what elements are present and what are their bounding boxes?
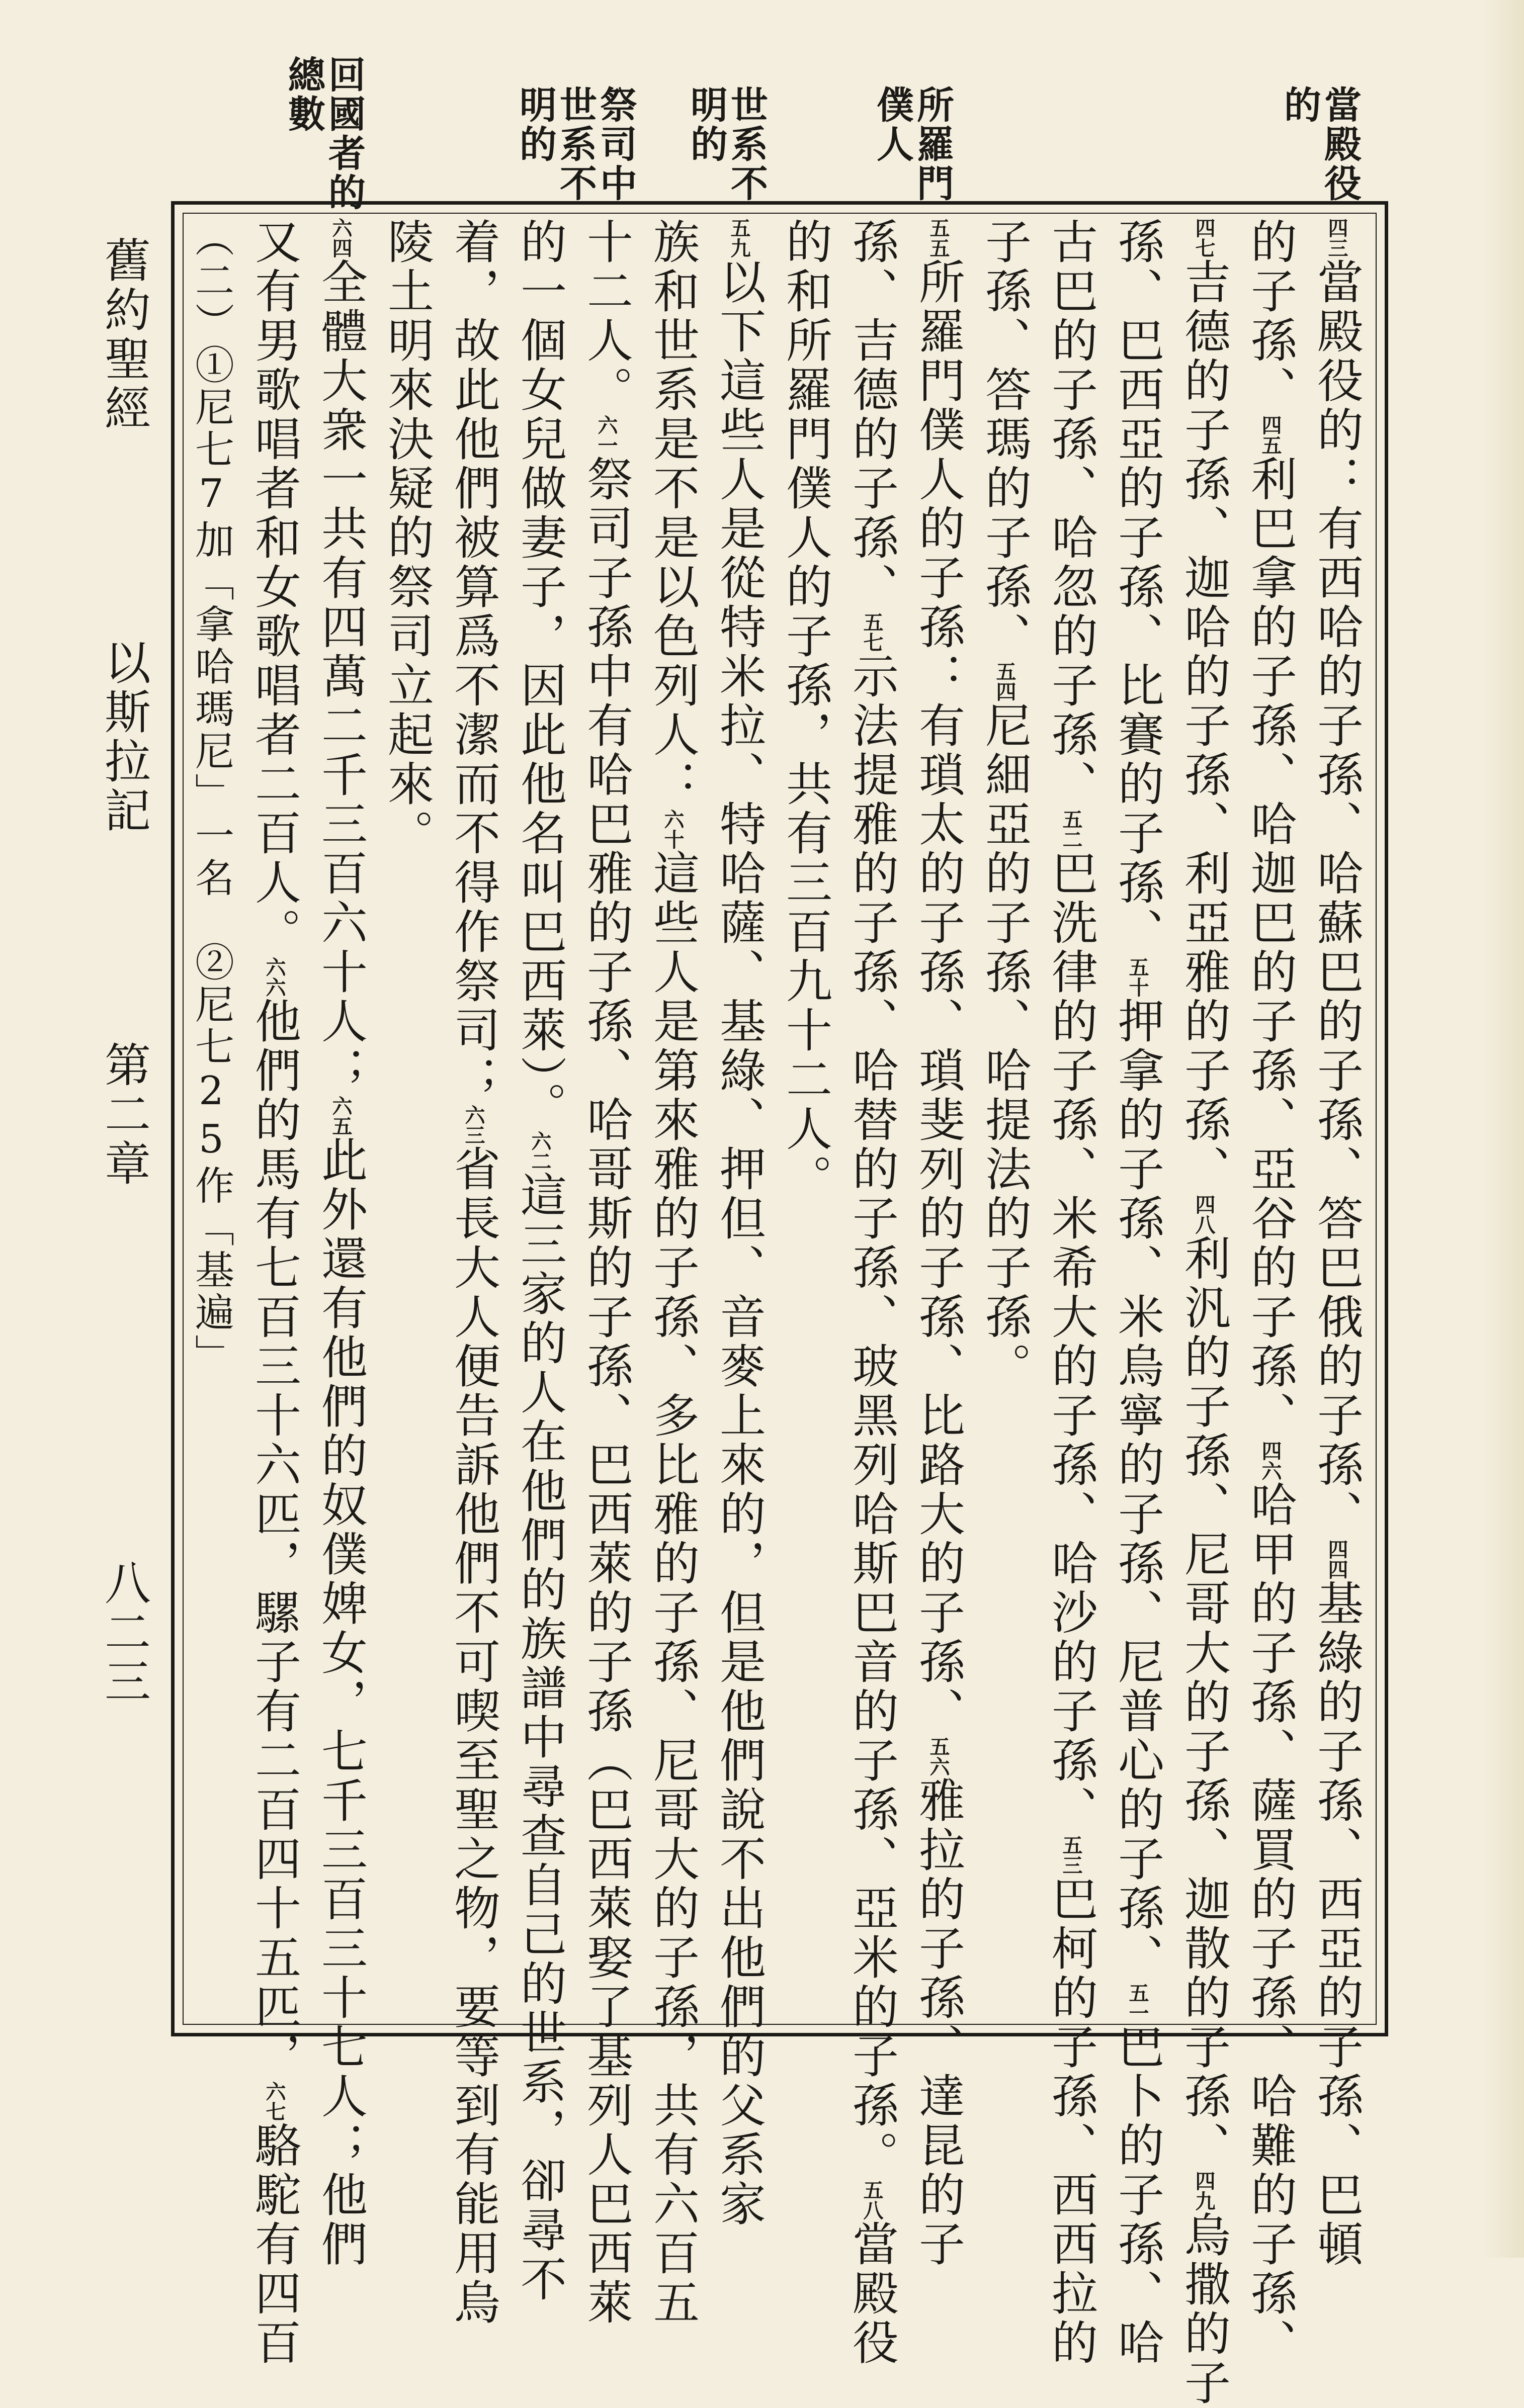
verse-text: 基綠的子孫、西亞的子孫、巴頓	[1310, 1579, 1364, 2269]
verse-number: 五七	[860, 612, 884, 652]
margin-note-line: 回國者的	[322, 55, 366, 212]
margin-note	[724, 85, 769, 203]
verse-number: 四五	[1258, 415, 1282, 455]
text-line	[1303, 218, 1370, 2269]
verse-number: 四七	[1192, 218, 1216, 258]
margin-note	[684, 85, 728, 164]
text-line	[440, 218, 506, 2328]
verse-text: 此外還有他們的奴僕婢女，七千三百三十七人；他們	[314, 1136, 368, 2269]
verse-number: 六五	[329, 1096, 353, 1136]
verse-number: 四九	[1192, 2171, 1216, 2211]
verse-text: 示法提雅的子孫、哈替的子孫、玻黑列哈斯巴音的子孫、亞米的子孫。	[845, 652, 899, 2180]
margin-note-line: 僕人	[871, 85, 914, 164]
verse-text: 全體大衆一共有四萬二千三百六十人；	[314, 258, 368, 1096]
margin-note	[322, 55, 366, 212]
text-line	[374, 218, 440, 2020]
verse-text: 押拿的子孫、米烏寧的子孫、尼普心的子孫、	[1111, 997, 1164, 1983]
text-line	[971, 218, 1038, 2020]
verse-number: 六六	[263, 957, 286, 997]
running-head-book: 舊約聖經	[97, 236, 151, 433]
verse-number: 五五	[926, 218, 950, 258]
text-line	[905, 218, 971, 2269]
margin-note	[870, 85, 914, 164]
verse-number: 四三	[1325, 218, 1348, 258]
verse-text: 雅拉的子孫、達昆的子	[911, 1776, 965, 2269]
verse-number: 五三	[1059, 1835, 1083, 1875]
verse-number: 五六	[926, 1736, 950, 1776]
running-head-section: 以斯拉記	[97, 639, 151, 836]
text-line	[639, 218, 706, 2328]
verse-number: 六二	[528, 1131, 552, 1171]
verse-text: 的子孫、	[1243, 218, 1297, 415]
margin-note	[1318, 85, 1362, 203]
margin-note-line: 明的	[685, 85, 728, 164]
footnote: （二）①尼七7加「拿哈瑪尼」一名 ②尼七25作「基遍」	[189, 218, 234, 1376]
margin-note	[553, 85, 598, 203]
text-line	[307, 218, 374, 2269]
text-line	[838, 218, 905, 2368]
margin-note	[1278, 85, 1322, 125]
verse-text: 陵土明來決疑的祭司立起來。	[380, 218, 434, 858]
verse-number: 六三	[462, 1105, 485, 1145]
running-head-chapter: 第二章	[97, 1041, 151, 1189]
verse-text: 當殿役的：有西哈的子孫、哈蘇巴的子孫、答巴俄的子孫、	[1310, 258, 1364, 1539]
text-line	[506, 218, 573, 2304]
verse-text: 利巴拿的子孫、哈迦巴的子孫、亞谷的子孫、	[1243, 455, 1297, 1441]
verse-number: 六一	[595, 415, 618, 455]
verse-text: 着，故此他們被算爲不潔而不得作祭司；	[447, 218, 500, 1105]
verse-text: 省長大人便告訴他們不可喫至聖之物，要等到有能用烏	[447, 1145, 500, 2328]
text-line	[1104, 218, 1170, 2368]
verse-number: 五一	[1126, 1983, 1149, 2023]
verse-text: 烏撒的子	[1177, 2211, 1231, 2408]
margin-note-line: 總數	[282, 55, 325, 134]
verse-text: 巴洗律的子孫、米希大的子孫、哈沙的子孫、	[1044, 849, 1098, 1835]
verse-text: 孫、巴西亞的子孫、比賽的子孫、	[1111, 218, 1164, 957]
text-line	[706, 218, 772, 2229]
verse-text: 子孫、答瑪的子孫、	[978, 218, 1032, 661]
verse-text: 又有男歌唱者和女歌唱者二百人。	[247, 218, 301, 957]
verse-text: 這三家的人在他們的族譜中尋查自己的世系，卻尋不	[513, 1171, 567, 2304]
margin-note-line: 當殿役	[1318, 85, 1362, 203]
margin-note	[282, 55, 326, 134]
verse-text: 哈甲的子孫、薩買的子孫、哈難的子孫、	[1243, 1481, 1297, 2368]
verse-text: 尼細亞的子孫、哈提法的子孫。	[978, 701, 1032, 1391]
margin-note-line: 所羅門	[911, 85, 954, 203]
verse-number: 四四	[1325, 1539, 1348, 1579]
scripture-text	[189, 218, 1370, 2408]
verse-text: 利汎的子孫、尼哥大的子孫、迦散的子孫、	[1177, 1234, 1231, 2171]
margin-note-line: 祭司中	[594, 85, 637, 203]
text-line	[1170, 218, 1237, 2408]
text-line	[1038, 218, 1104, 2368]
margin-note	[594, 85, 638, 203]
verse-number: 四八	[1192, 1194, 1216, 1234]
verse-number: 五二	[1059, 809, 1083, 849]
verse-text: 的和所羅門僕人的子孫，共有三百九十二人。	[779, 218, 832, 1203]
verse-number: 五四	[993, 661, 1017, 701]
text-line	[573, 218, 639, 2328]
verse-text: 族和世系是不是以色列人：	[646, 218, 700, 809]
verse-text: 當殿役	[845, 2220, 899, 2368]
text-line	[772, 218, 838, 2020]
text-line	[1237, 218, 1303, 2368]
verse-text: 祭司子孫中有哈巴雅的子孫、哈哥斯的子孫、巴西萊的子孫（巴西萊娶了基列人巴西萊	[579, 455, 633, 2328]
verse-text: 以下這些人是從特米拉、特哈薩、基綠、押但、音麥上來的，但是他們說不出他們的父系家	[712, 258, 766, 2229]
margin-note-line: 世系不	[554, 85, 597, 203]
verse-text: 古巴的子孫、哈忽的子孫、	[1044, 218, 1098, 809]
verse-text: 巴柯的子孫、西西拉的	[1044, 1875, 1098, 2368]
text-frame	[171, 201, 1388, 2408]
margin-note-line: 的	[1278, 85, 1321, 125]
page-number: 八二三	[97, 1559, 151, 1707]
verse-text: 這些人是第來雅的子孫、多比雅的子孫、尼哥大的子孫，共有六百五	[646, 849, 700, 2328]
verse-number: 六七	[263, 2081, 286, 2121]
margin-note-line: 世系不	[725, 85, 768, 203]
margin-note-line: 明的	[514, 85, 557, 164]
verse-text: 他們的馬有七百三十六匹，騾子有二百四十五匹，	[247, 997, 301, 2081]
verse-number: 五十	[1126, 957, 1149, 997]
margin-note	[910, 85, 955, 203]
verse-number: 五八	[860, 2180, 884, 2220]
verse-text: 孫、吉德的子孫、	[845, 218, 899, 612]
margin-note	[513, 85, 557, 164]
verse-number: 六十	[661, 809, 685, 849]
verse-text: 吉德的子孫、迦哈的子孫、利亞雅的子孫、	[1177, 258, 1231, 1194]
text-line	[241, 218, 307, 2368]
verse-text: 巴卜的子孫、哈	[1111, 2023, 1164, 2368]
page-edge	[1484, 0, 1524, 2258]
verse-text: 所羅門僕人的子孫：有瑣太的子孫、瑣斐列的子孫、比路大的子孫、	[911, 258, 965, 1736]
verse-number: 六四	[329, 218, 353, 258]
verse-number: 五九	[727, 218, 751, 258]
verse-text: 駱駝有四百	[247, 2121, 301, 2368]
verse-text: 十二人。	[579, 218, 633, 415]
verse-text: 的一個女兒做妻子，因此他名叫巴西萊）。	[513, 218, 567, 1131]
verse-number: 四六	[1258, 1441, 1282, 1481]
